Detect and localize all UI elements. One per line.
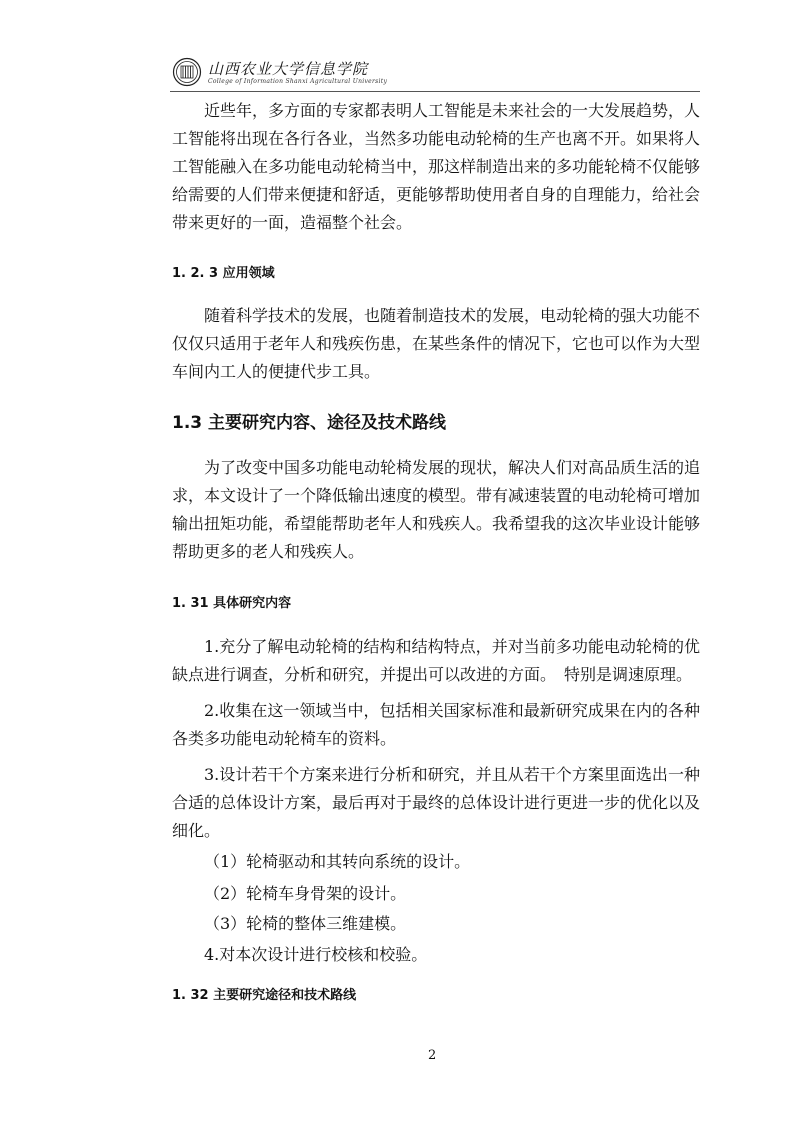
- sub-item-3: （3）轮椅的整体三维建模。: [204, 914, 407, 933]
- paragraph-ai-trend: 近些年，多方面的专家都表明人工智能是未来社会的一大发展趋势，人工智能将出现在各行各业，当然多功能电动轮椅的生产也离不开。如果将人工智能融入在多功能电动轮椅当中，那这样制造出来的多功能轮椅不仅能够给需要的人们带来便捷和舒适，更能够帮助使用者自身的自理能力，给社会带来更好的一面，造福整个社会。: [172, 101, 701, 232]
- sub-item-1: （1）轮椅驱动和其转向系统的设计。: [204, 852, 471, 871]
- paragraph-research-intro: 为了改变中国多功能电动轮椅发展的现状，解决人们对高品质生活的追求，本文设计了一个降低输出速度的模型。带有减速装置的电动轮椅可增加输出扭矩功能，希望能帮助老年人和残疾人。我希望我的这次毕业设计能够帮助更多的老人和残疾人。: [172, 458, 701, 561]
- header-subtitle: College of Information Shanxi Agricultural University: [208, 78, 388, 85]
- header-title: 山西农业大学信息学院: [208, 60, 369, 78]
- heading-1-32: 1. 32 主要研究途径和技术路线: [172, 988, 357, 1003]
- page-header: [172, 54, 642, 90]
- list-item-4: 4.对本次设计进行校核和校验。: [204, 945, 428, 964]
- list-item-1: 1.充分了解电动轮椅的结构和结构特点，并对当前多功能电动轮椅的优缺点进行调查，分析和研究，并提出可以改进的方面。 特别是调速原理。: [172, 637, 700, 684]
- header-text: [208, 59, 387, 85]
- list-item-2: 2.收集在这一领域当中，包括相关国家标准和最新研究成果在内的各种各类多功能电动轮椅车的资料。: [172, 701, 700, 748]
- page-number: 2: [428, 1048, 437, 1063]
- university-logo-icon: [172, 57, 202, 87]
- list-item-3: 3.设计若干个方案来进行分析和研究，并且从若干个方案里面选出一种合适的总体设计方案，最后再对于最终的总体设计进行更进一步的优化以及细化。: [172, 765, 701, 840]
- header-divider: [170, 91, 700, 92]
- heading-1-2-3: 1. 2. 3 应用领域: [172, 266, 275, 281]
- heading-1-3: 1.3 主要研究内容、途径及技术路线: [172, 413, 447, 433]
- heading-1-31: 1. 31 具体研究内容: [172, 596, 292, 611]
- sub-item-2: （2）轮椅车身骨架的设计。: [204, 884, 407, 903]
- paragraph-application: 随着科学技术的发展，也随着制造技术的发展，电动轮椅的强大功能不仅仅只适用于老年人和残疾伤患，在某些条件的情况下，它也可以作为大型车间内工人的便捷代步工具。: [172, 306, 701, 381]
